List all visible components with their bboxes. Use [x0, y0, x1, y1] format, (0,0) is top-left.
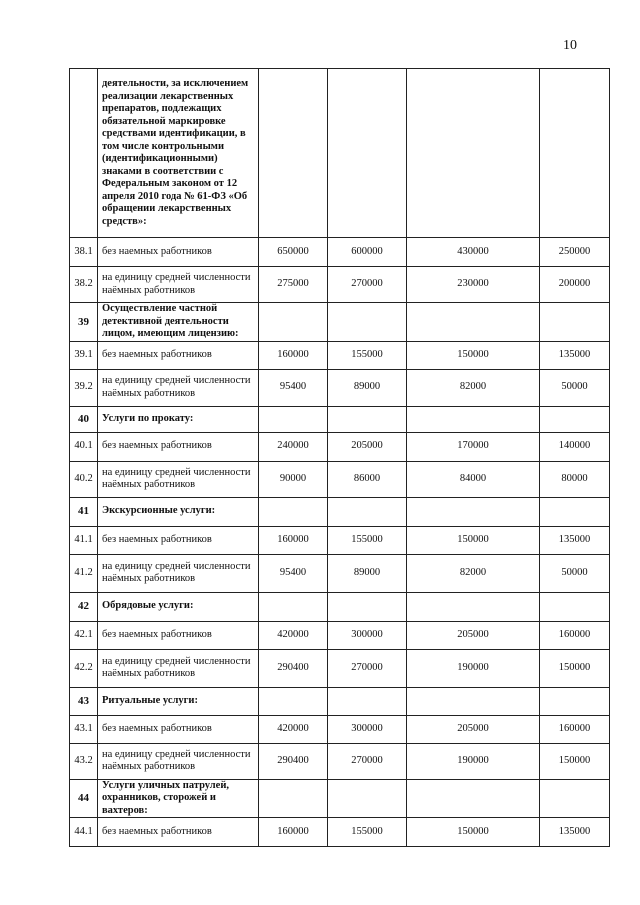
value-cell-2: 155000: [328, 526, 407, 554]
row-number: 40.2: [70, 461, 98, 497]
value-cell-3: 205000: [407, 715, 540, 743]
row-number: 43: [70, 687, 98, 715]
value-cell-1: 420000: [259, 715, 328, 743]
value-cell-2: 86000: [328, 461, 407, 497]
value-cell-4: 135000: [540, 818, 610, 847]
value-cell-1: 650000: [259, 238, 328, 267]
row-number: 43.1: [70, 715, 98, 743]
row-number: 39.2: [70, 369, 98, 406]
value-cell-4: [540, 303, 610, 342]
value-cell-1: [259, 592, 328, 621]
section-title: Услуги уличных патрулей, охранников, сторожей и вахтеров:: [98, 779, 259, 818]
table-row: [70, 341, 610, 369]
value-cell-2: [328, 497, 407, 526]
section-title: Услуги по прокату:: [98, 406, 259, 432]
value-cell-2: 300000: [328, 621, 407, 649]
table-row: [70, 818, 610, 847]
row-number: 40: [70, 406, 98, 432]
value-cell-2: 270000: [328, 649, 407, 687]
row-number: 38.1: [70, 238, 98, 267]
row-description: на единицу средней численности наёмных работников: [98, 369, 259, 406]
table-row: [70, 267, 610, 303]
table-row: [70, 554, 610, 592]
section-heading-row: [70, 592, 610, 621]
value-cell-3: [407, 592, 540, 621]
value-cell-2: 155000: [328, 818, 407, 847]
value-cell-1: [259, 779, 328, 818]
row-number: 39: [70, 303, 98, 342]
table-row: [70, 526, 610, 554]
row-number: 40.1: [70, 432, 98, 461]
row-number: 39.1: [70, 341, 98, 369]
row-description: без наемных работников: [98, 341, 259, 369]
section-heading-row: [70, 69, 610, 238]
value-cell-2: 270000: [328, 743, 407, 779]
value-cell-1: 160000: [259, 526, 328, 554]
value-cell-4: 150000: [540, 649, 610, 687]
value-cell-2: 89000: [328, 369, 407, 406]
section-title: Осуществление частной детективной деятельности лицом, имеющим лицензию:: [98, 303, 259, 342]
value-cell-3: 150000: [407, 341, 540, 369]
value-cell-3: 190000: [407, 743, 540, 779]
value-cell-3: 190000: [407, 649, 540, 687]
value-cell-1: 160000: [259, 818, 328, 847]
row-description: без наемных работников: [98, 432, 259, 461]
row-description: без наемных работников: [98, 526, 259, 554]
value-cell-1: [259, 406, 328, 432]
row-number: 38.2: [70, 267, 98, 303]
value-cell-4: [540, 779, 610, 818]
value-cell-2: [328, 779, 407, 818]
value-cell-1: 90000: [259, 461, 328, 497]
value-cell-1: [259, 303, 328, 342]
value-cell-4: 160000: [540, 715, 610, 743]
value-cell-1: 420000: [259, 621, 328, 649]
row-number: 42.2: [70, 649, 98, 687]
value-cell-3: 230000: [407, 267, 540, 303]
value-cell-2: 205000: [328, 432, 407, 461]
value-cell-1: [259, 687, 328, 715]
section-heading-row: [70, 406, 610, 432]
table-row: [70, 715, 610, 743]
value-cell-3: [407, 687, 540, 715]
table-row: [70, 649, 610, 687]
value-cell-1: 240000: [259, 432, 328, 461]
row-description: на единицу средней численности наёмных работников: [98, 267, 259, 303]
row-description: без наемных работников: [98, 818, 259, 847]
value-cell-2: 270000: [328, 267, 407, 303]
value-cell-2: [328, 406, 407, 432]
value-cell-4: 135000: [540, 341, 610, 369]
value-cell-3: 82000: [407, 369, 540, 406]
value-cell-3: [407, 406, 540, 432]
value-cell-4: [540, 406, 610, 432]
value-cell-1: 290400: [259, 649, 328, 687]
value-cell-1: 290400: [259, 743, 328, 779]
section-heading-row: [70, 303, 610, 342]
table-row: [70, 743, 610, 779]
value-cell-3: 84000: [407, 461, 540, 497]
value-cell-4: 250000: [540, 238, 610, 267]
value-cell-1: [259, 69, 328, 238]
section-title: деятельности, за исключением реализации лекарственных препаратов, подлежащих обязательной маркировке средствами идентификации, в том числе контрольными (идентификационными) знаками в соответствии с Федеральным законом от 12 апреля 2010 года № 61-ФЗ «Об обращении лекарственных средств»:: [98, 69, 259, 238]
value-cell-1: 95400: [259, 554, 328, 592]
section-title: Обрядовые услуги:: [98, 592, 259, 621]
value-cell-2: 155000: [328, 341, 407, 369]
value-cell-4: 160000: [540, 621, 610, 649]
value-cell-3: 205000: [407, 621, 540, 649]
value-cell-3: 82000: [407, 554, 540, 592]
row-description: на единицу средней численности наёмных работников: [98, 743, 259, 779]
value-cell-4: 200000: [540, 267, 610, 303]
tariff-table: [69, 68, 610, 847]
value-cell-3: [407, 303, 540, 342]
section-heading-row: [70, 687, 610, 715]
section-title: Ритуальные услуги:: [98, 687, 259, 715]
row-number: 43.2: [70, 743, 98, 779]
value-cell-3: [407, 779, 540, 818]
value-cell-1: 275000: [259, 267, 328, 303]
table-row: [70, 432, 610, 461]
value-cell-2: 600000: [328, 238, 407, 267]
value-cell-3: 170000: [407, 432, 540, 461]
section-heading-row: [70, 497, 610, 526]
value-cell-4: 50000: [540, 554, 610, 592]
row-number: 41.2: [70, 554, 98, 592]
row-number: 44.1: [70, 818, 98, 847]
value-cell-3: [407, 497, 540, 526]
value-cell-4: 140000: [540, 432, 610, 461]
section-title: Экскурсионные услуги:: [98, 497, 259, 526]
row-description: на единицу средней численности наёмных работников: [98, 461, 259, 497]
value-cell-2: [328, 303, 407, 342]
value-cell-4: 80000: [540, 461, 610, 497]
value-cell-3: 150000: [407, 526, 540, 554]
page-number: 10: [563, 38, 577, 53]
row-number: 41: [70, 497, 98, 526]
value-cell-3: [407, 69, 540, 238]
section-heading-row: [70, 779, 610, 818]
table-row: [70, 238, 610, 267]
value-cell-1: [259, 497, 328, 526]
value-cell-4: [540, 592, 610, 621]
row-number: [70, 69, 98, 238]
value-cell-4: 50000: [540, 369, 610, 406]
row-description: на единицу средней численности наёмных работников: [98, 649, 259, 687]
table-row: [70, 369, 610, 406]
row-number: 42: [70, 592, 98, 621]
row-number: 42.1: [70, 621, 98, 649]
value-cell-2: [328, 592, 407, 621]
value-cell-1: 160000: [259, 341, 328, 369]
value-cell-3: 150000: [407, 818, 540, 847]
table-row: [70, 461, 610, 497]
value-cell-4: 150000: [540, 743, 610, 779]
row-number: 41.1: [70, 526, 98, 554]
row-description: без наемных работников: [98, 715, 259, 743]
row-description: без наемных работников: [98, 238, 259, 267]
value-cell-2: 300000: [328, 715, 407, 743]
value-cell-1: 95400: [259, 369, 328, 406]
row-description: на единицу средней численности наёмных работников: [98, 554, 259, 592]
value-cell-2: 89000: [328, 554, 407, 592]
value-cell-4: 135000: [540, 526, 610, 554]
value-cell-2: [328, 687, 407, 715]
row-number: 44: [70, 779, 98, 818]
value-cell-4: [540, 69, 610, 238]
table-row: [70, 621, 610, 649]
value-cell-3: 430000: [407, 238, 540, 267]
value-cell-2: [328, 69, 407, 238]
value-cell-4: [540, 687, 610, 715]
row-description: без наемных работников: [98, 621, 259, 649]
value-cell-4: [540, 497, 610, 526]
